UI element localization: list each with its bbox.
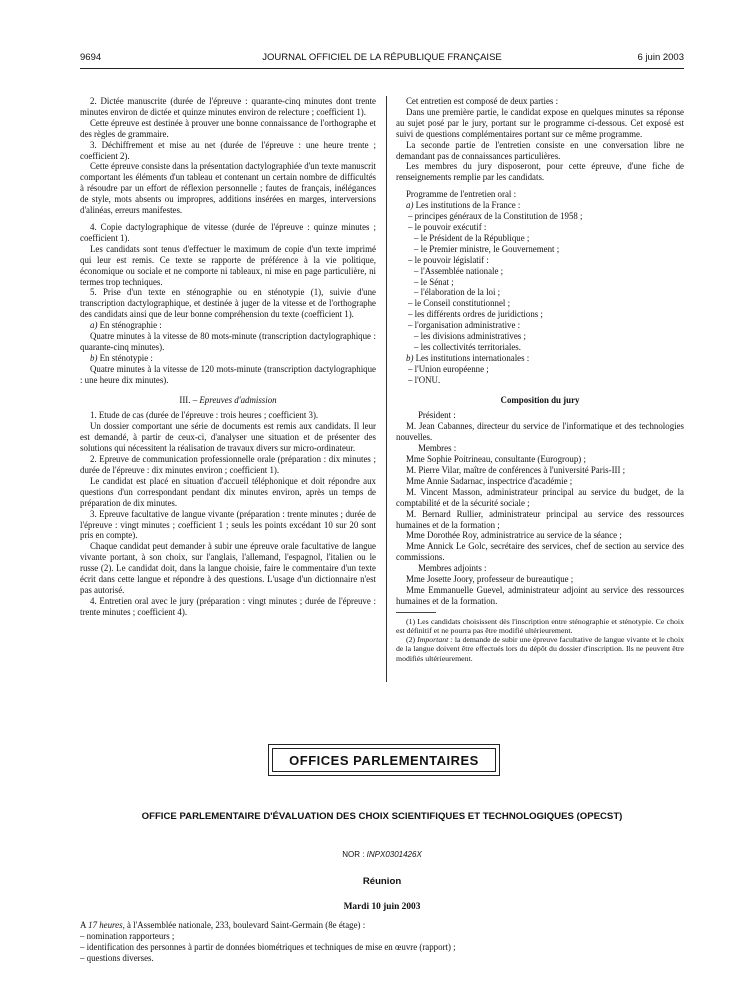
list-item: – le Premier ministre, le Gouvernement ; [414, 243, 560, 254]
paragraph: Un dossier comportant une série de documents est remis aux candidats. Il leur est demandé, à partir de ceux-ci, d'analyser une situation et de présenter des solutions qui nécessitent la réalisation de travaux divers sur micro-ordinateur. [80, 421, 376, 454]
nor-reference: NOR : INPX0301426X [342, 850, 422, 859]
paragraph: Cette épreuve consiste dans la présentation dactylographiée d'un texte manuscrit comportant les éléments d'un tableau et contenant un certain nombre de difficultés à résoudre par un effort de réflexion personnelle ; fautes de français, inélégances de style, mots absents ou impropres, additions insérées en marges, interversions d'alinéas, erreurs manifestes. [80, 161, 376, 216]
paragraph: 4. Entretien oral avec le jury (préparation : vingt minutes ; durée de l'épreuve : trente minutes ; coefficient 4). [80, 595, 376, 617]
paragraph: 1. Etude de cas (durée de l'épreuve : trois heures ; coefficient 3). [90, 410, 319, 421]
paragraph: Cet entretien est composé de deux parties : [406, 96, 559, 106]
offices-box [268, 744, 500, 776]
member: Mme Dorothée Roy, administratrice au service de la séance ; [406, 530, 622, 541]
member: M. Pierre Vilar, maître de conférences à l'université Paris-III ; [406, 465, 626, 475]
meeting-date: Mardi 10 juin 2003 [343, 902, 421, 912]
adjoint-member: Mme Josette Joory, professeur de bureautique ; [406, 574, 574, 585]
president-label: Président : [418, 410, 456, 421]
paragraph: 5. Prise d'un texte en sténographie ou en sténotypie (1), suivie d'une transcription dactylographique, et destinée à juger de la vitesse et de l'orthographe des candidats ainsi que de leur bonne compréhension du texte (coefficient 1). [80, 287, 376, 320]
member: Mme Annie Sadarnac, inspectrice d'académie ; [406, 475, 573, 486]
footnote: (1) Les candidats choisissent dès l'inscription entre sténographie et sténotypie. Ce choix est définitif et ne pourra pas être modifié ultérieurement. [396, 616, 684, 635]
section-heading: III. – Epreuves d'admission [179, 394, 277, 405]
journal-title: JOURNAL OFFICIEL DE LA RÉPUBLIQUE FRANÇAISE [262, 52, 502, 63]
program-part-a: a) Les institutions de la France : [406, 200, 521, 211]
issue-date: 6 juin 2003 [637, 52, 684, 63]
page-header [80, 52, 684, 66]
member: Mme Sophie Poitrineau, consultante (Eurogroup) ; [406, 454, 586, 465]
paragraph: Les candidats sont tenus d'effectuer le maximum de copie d'un texte imprimé qui leur est remis. Ce texte se rapporte de préférence à la vie politique, économique ou sociale et ne comporte ni tableaux, ni mise en page particulière, ni termes trop techniques. [80, 243, 376, 287]
agenda [80, 920, 684, 964]
list-item: – l'ONU. [408, 374, 441, 385]
jury-heading: Composition du jury [500, 394, 580, 405]
agenda-item: – questions diverses. [80, 952, 154, 963]
paragraph: 3. Déchiffrement et mise au net (durée de l'épreuve : une heure trente ; coefficient 2). [80, 139, 376, 161]
list-item: – le Conseil constitutionnel ; [408, 298, 511, 309]
reunion-heading: Réunion [362, 876, 402, 887]
program-title: Programme de l'entretien oral : [406, 189, 517, 200]
agenda-intro: A 17 heures, à l'Assemblée nationale, 233, boulevard Saint-Germain (8e étage) : [80, 920, 366, 930]
member: Mme Annick Le Golc, secrétaire des services, chef de section au service des commissions. [396, 541, 684, 563]
paragraph: 3. Epreuve facultative de langue vivante (préparation : trente minutes ; durée de l'épreuve : vingt minutes ; coefficient 1 ; seuls les points excédant 10 sur 20 sont pris en compte). [80, 508, 376, 541]
list-item: – le Sénat ; [414, 276, 454, 287]
paragraph: 2. Dictée manuscrite (durée de l'épreuve : quarante-cinq minutes dont trente minutes environ de dictée et quinze minutes environ de relecture ; coefficient 1). [80, 96, 376, 117]
offices-box-title: OFFICES PARLEMENTAIRES [272, 748, 496, 772]
agenda-item: – nomination rapporteurs ; [80, 930, 175, 941]
footnote-rule [396, 612, 436, 613]
president: M. Jean Cabannes, directeur du service de l'informatique et des technologies nouvelles. [396, 421, 684, 443]
column-divider [386, 96, 387, 682]
paragraph: 4. Copie dactylographique de vitesse (durée de l'épreuve : quinze minutes ; coefficient 1). [80, 221, 376, 243]
member: M. Bernard Rullier, administrateur principal au service des ressources humaines et de la formation ; [396, 508, 684, 530]
paragraph: Dans une première partie, le candidat expose en quelques minutes sa réponse au sujet posé par le jury, portant sur le programme ci-dessous. Cet exposé est suivi de questions complémentaires portant sur ce même programme. [396, 106, 684, 139]
members-label: Membres : [418, 443, 457, 454]
paragraph: 2. Epreuve de communication professionnelle orale (préparation : dix minutes ; durée de l'épreuve : dix minutes environ ; coefficient 1). [80, 454, 376, 475]
header-rule [80, 68, 684, 69]
list-item: – les divisions administratives ; [414, 331, 526, 342]
paragraph: Quatre minutes à la vitesse de 80 mots-minute (transcription dactylographique : quarante-cinq minutes). [80, 331, 376, 352]
paragraph: Quatre minutes à la vitesse de 120 mots-minute (transcription dactylographique : une heure dix minutes). [80, 363, 376, 385]
paragraph: Les membres du jury disposeront, pour cette épreuve, d'une fiche de renseignements remplie par les candidats. [396, 161, 684, 183]
list-item: – les différents ordres de juridictions ; [408, 309, 543, 320]
paragraph: b) En sténotypie : [90, 352, 153, 363]
list-item: – l'Union européenne ; [408, 363, 489, 374]
list-item: – le pouvoir exécutif : [408, 221, 487, 232]
opecst-title: OFFICE PARLEMENTAIRE D'ÉVALUATION DES CHOIX SCIENTIFIQUES ET TECHNOLOGIQUES (OPECST) [141, 811, 623, 822]
right-column [396, 96, 684, 663]
list-item: – l'élaboration de la loi ; [414, 287, 501, 298]
paragraph: Le candidat est placé en situation d'accueil téléphonique et doit répondre aux questions d'un correspondant pendant dix minutes environ, après un temps de préparation de dix minutes. [80, 475, 376, 508]
list-item: – les collectivités territoriales. [414, 341, 521, 352]
adjoints-label: Membres adjoints : [418, 563, 487, 574]
list-item: – principes généraux de la Constitution de 1958 ; [408, 211, 583, 222]
footnote: (2) Important : la demande de subir une épreuve facultative de langue vivante et le choix de la langue doivent être effectués lors du dépôt du dossier d'inscription. Ils ne peuvent être modifiés ultérieurement. [396, 635, 685, 663]
list-item: – le Président de la République ; [414, 232, 530, 243]
list-item: – le pouvoir législatif : [408, 254, 489, 265]
paragraph: Cette épreuve est destinée à prouver une bonne connaissance de l'orthographe et des règles de grammaire. [80, 117, 376, 139]
paragraph: a) En sténographie : [90, 320, 162, 331]
left-column [80, 96, 376, 618]
list-item: – l'Assemblée nationale ; [414, 265, 504, 276]
list-item: – l'organisation administrative : [408, 320, 521, 331]
member: M. Vincent Masson, administrateur principal au service du budget, de la comptabilité et de la sécurité sociale ; [396, 486, 684, 508]
agenda-item: – identification des personnes à partir de données biométriques et techniques de mise en œuvre (rapport) ; [80, 941, 456, 952]
paragraph: La seconde partie de l'entretien consiste en une conversation libre ne demandant pas de connaissances particulières. [396, 139, 684, 161]
adjoint-member: Mme Emmanuelle Guevel, administrateur adjoint au service des ressources humaines et de la formation. [396, 584, 684, 606]
program-part-b: b) Les institutions internationales : [406, 352, 530, 363]
page-number: 9694 [80, 52, 102, 63]
paragraph: Chaque candidat peut demander à subir une épreuve orale facultative de langue vivante portant, à son choix, sur l'anglais, l'allemand, l'espagnol, l'italien ou le russe (2). Le candidat doit, dans la langue choisie, faire le commentaire d'un texte écrit dans cette langue et répondre à des questions. L'usage d'un dictionnaire n'est pas autorisé. [80, 541, 376, 595]
